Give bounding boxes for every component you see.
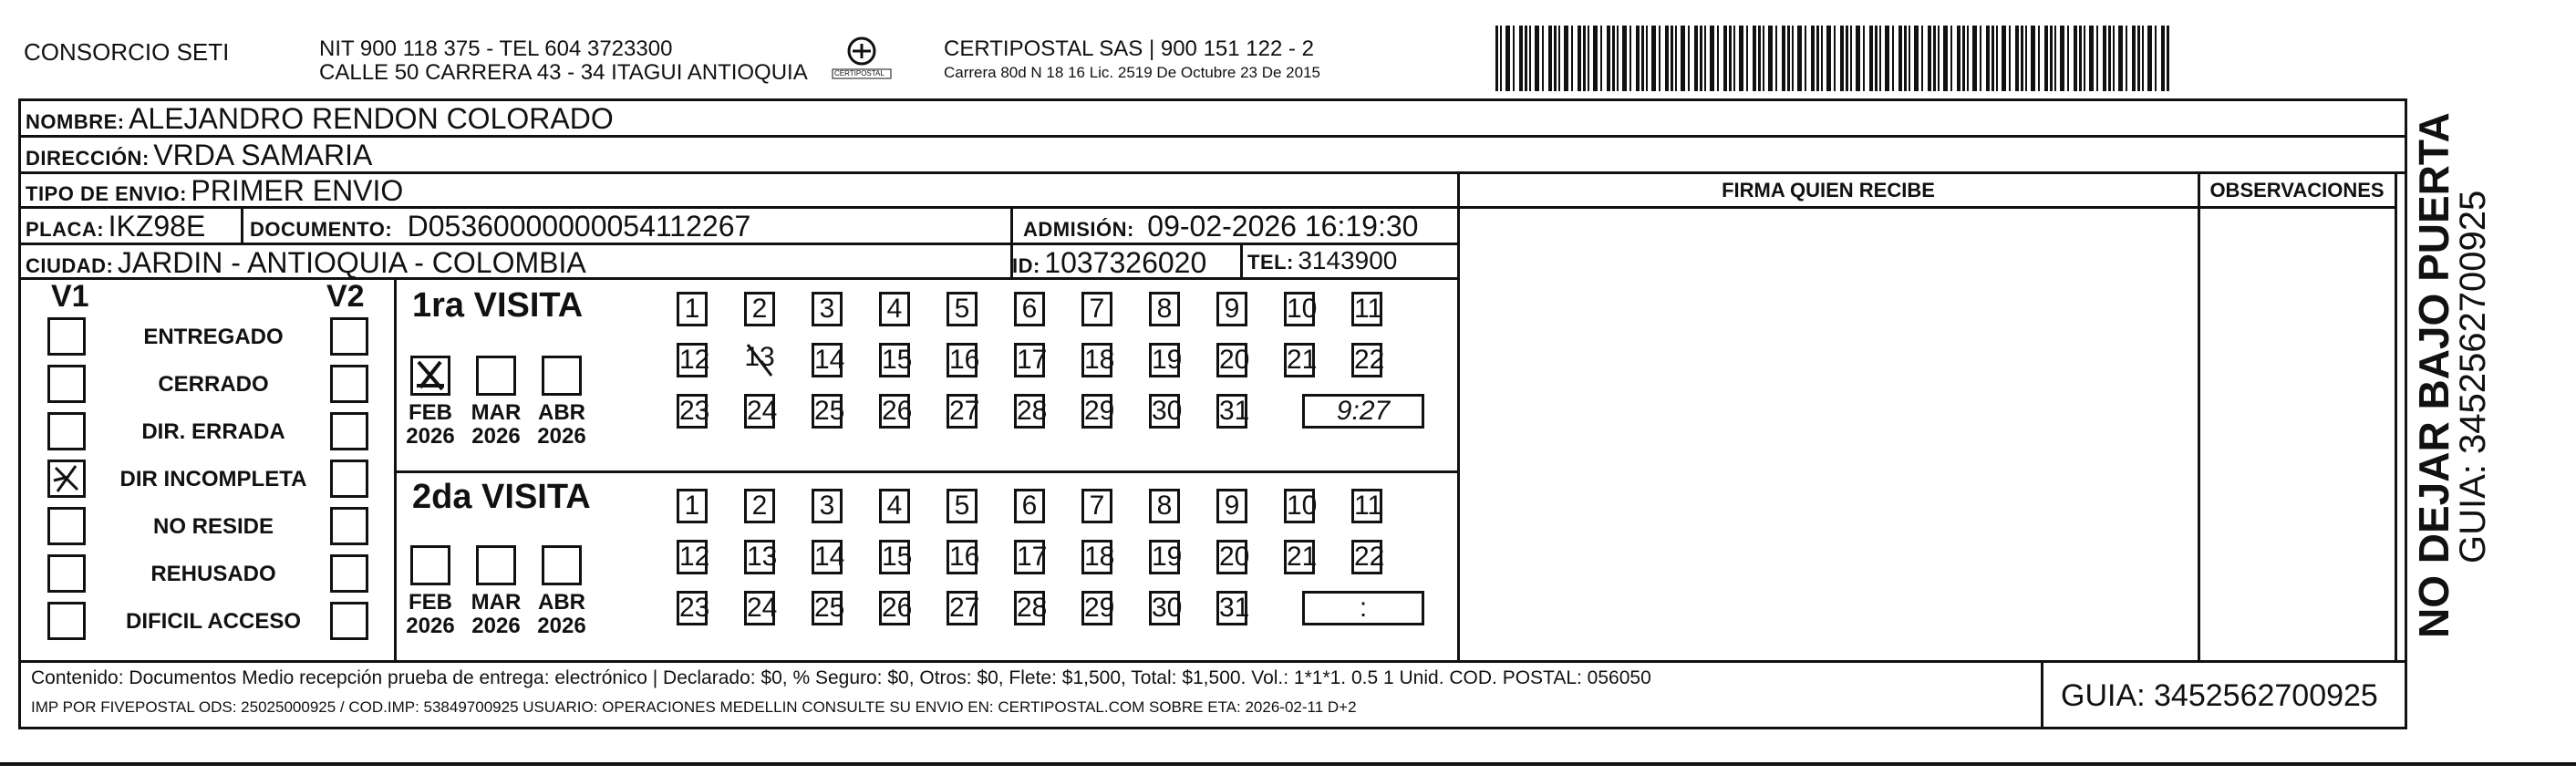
day-box[interactable] [812,343,843,377]
nombre-label: NOMBRE: [26,110,125,133]
id-row [1012,246,1206,280]
day-box[interactable] [744,394,778,429]
v1-checkbox[interactable] [47,317,86,356]
month-label [469,401,523,449]
day-number: 29 [1084,396,1115,426]
month-checkbox-abr[interactable] [542,545,582,585]
reason-label: REHUSADO [150,562,276,586]
day-box[interactable] [1149,292,1180,326]
v2-header: V2 [326,279,365,314]
month-checkbox-abr[interactable] [542,356,582,396]
day-number: 1 [684,294,700,324]
day-box[interactable] [812,540,843,574]
day-box[interactable] [1081,540,1115,574]
day-number: 30 [1152,396,1183,426]
nombre-value: ALEJANDRO RENDON COLORADO [129,102,614,135]
day-number: 8 [1156,294,1173,324]
day-box[interactable] [812,591,843,625]
footer-guia: GUIA: 3452562700925 [2061,678,2378,713]
v2-checkbox[interactable] [330,460,368,498]
day-box[interactable] [1014,394,1048,429]
day-box[interactable] [1351,292,1382,326]
contenido-line: Contenido: Documentos Medio recepción prueba de entrega: electrónico | Declarado: $0, % Seguro: $0, Otros: $0, Flete: $1,500, Total: $1,500. Vol.: 1*1*1. 0.5 1 Unid. COD. POSTAL: 056050 [31,667,1651,688]
month-year: 2026 [406,614,455,638]
day-box[interactable] [677,394,708,429]
day-number: 14 [814,542,845,572]
day-box[interactable] [1149,343,1183,377]
day-box[interactable] [812,394,843,429]
month-year: 2026 [471,614,521,638]
day-box[interactable] [1149,540,1183,574]
second-visit-title: 2da VISITA [412,478,591,516]
month-label [534,591,589,638]
day-number: 2 [751,294,768,324]
day-box[interactable] [1149,489,1180,523]
license-line: Carrera 80d N 18 16 Lic. 2519 De Octubre 23 De 2015 [944,64,1320,81]
day-number: 17 [1017,542,1048,572]
tel-row [1247,246,1397,275]
side-notice: NO DEJAR BAJO PUERTA [2410,112,2457,638]
day-number: 22 [1354,542,1385,572]
v1-checkbox[interactable] [47,460,86,498]
day-number: 6 [1021,294,1038,324]
day-box[interactable] [947,394,978,429]
v2-checkbox[interactable] [330,507,368,545]
month-year: 2026 [537,424,586,449]
month-year: 2026 [537,614,586,638]
ciudad-label: CIUDAD: [26,254,114,277]
tel-value: 3143900 [1298,246,1398,274]
reason-label: NO RESIDE [152,514,274,539]
month-name: ABR [538,590,585,615]
day-number: 18 [1084,542,1115,572]
month-label [469,591,523,638]
day-box[interactable] [744,591,778,625]
time-box[interactable] [1302,394,1424,429]
day-box[interactable] [879,540,913,574]
imp-line: IMP POR FIVEPOSTAL ODS: 25025000925 / COD.IMP: 53849700925 USUARIO: OPERACIONES MEDELLIN CONSULTE SU ENVIO EN: CERTIPOSTAL.COM SOBRE ETA: 2026-02-11 D+2 [31,698,1357,716]
day-number: 5 [954,294,970,324]
admision-row [1023,210,1418,243]
day-number: 25 [814,593,845,623]
time-value: 9:27 [1336,396,1391,426]
direccion-value: VRDA SAMARIA [153,139,373,171]
observaciones-header: OBSERVACIONES [2209,179,2385,202]
day-number: 26 [882,396,913,426]
day-box[interactable] [879,394,913,429]
day-box[interactable] [947,343,978,377]
day-box[interactable] [1284,292,1318,326]
day-number: 22 [1354,345,1385,375]
day-number: 23 [679,396,710,426]
day-number: 20 [1219,345,1250,375]
day-number: 20 [1219,542,1250,572]
day-number: 1 [684,491,700,521]
day-number: 28 [1017,593,1048,623]
v2-checkbox[interactable] [330,365,368,403]
day-box[interactable] [879,292,910,326]
month-label [534,401,589,449]
day-number: 13 [747,542,778,572]
day-box[interactable] [1216,591,1250,625]
day-number: 19 [1152,345,1183,375]
day-number: 12 [679,345,710,375]
v2-checkbox[interactable] [330,602,368,640]
day-number: 10 [1287,294,1318,324]
logo-caption: CERTIPOSTAL [834,69,885,78]
day-number: 24 [747,593,778,623]
day-box[interactable] [947,591,978,625]
month-label [403,591,458,638]
day-number: 18 [1084,345,1115,375]
firma-header: FIRMA QUIEN RECIBE [1722,179,1935,202]
reason-label: CERRADO [158,372,269,397]
documento-row [250,210,750,243]
v1-checkbox[interactable] [47,554,86,593]
day-box[interactable] [744,292,775,326]
day-box[interactable] [1351,343,1385,377]
day-box[interactable] [1351,540,1385,574]
day-box[interactable] [1284,489,1318,523]
v2-checkbox[interactable] [330,317,368,356]
v1-header: V1 [51,279,89,314]
day-box[interactable] [947,489,978,523]
day-box[interactable] [677,343,708,377]
reason-label: ENTREGADO [143,325,284,349]
day-box[interactable] [1351,489,1382,523]
day-number: 12 [679,542,710,572]
ciudad-value: JARDIN - ANTIOQUIA - COLOMBIA [117,246,586,279]
v2-checkbox[interactable] [330,412,368,450]
tipo-row [26,174,403,208]
day-number: 8 [1156,491,1173,521]
month-checkbox-mar[interactable] [476,356,516,396]
day-box[interactable] [1216,292,1247,326]
placa-label: PLACA: [26,218,105,241]
v1-checkbox[interactable] [47,412,86,450]
day-number: 14 [814,345,845,375]
day-number: 4 [886,491,903,521]
day-number: 13 [744,342,775,372]
day-box[interactable] [1081,489,1112,523]
month-checkbox-feb[interactable] [410,356,450,396]
day-box[interactable] [1216,489,1247,523]
day-box[interactable] [1081,343,1115,377]
admision-label: ADMISIÓN: [1023,218,1134,241]
reason-label: DIFICIL ACCESO [125,609,301,634]
day-number: 9 [1224,294,1240,324]
day-number: 30 [1152,593,1183,623]
barcode [1495,26,2170,91]
day-number: 15 [882,345,913,375]
id-value: 1037326020 [1044,246,1207,279]
month-name: MAR [471,400,522,425]
day-number: 15 [882,542,913,572]
day-number: 11 [1354,294,1383,324]
direccion-row [26,139,372,172]
tel-label: TEL: [1247,251,1294,274]
month-name: ABR [538,400,585,425]
reason-label: DIR INCOMPLETA [119,467,307,491]
day-box[interactable] [677,292,708,326]
day-box[interactable] [1014,343,1048,377]
documento-value: D05360000000054112267 [407,210,751,243]
month-name: FEB [409,400,452,425]
nombre-row [26,102,614,136]
day-box[interactable] [879,591,913,625]
time-box[interactable] [1302,591,1424,625]
month-label [403,401,458,449]
reason-label: DIR. ERRADA [141,419,285,444]
day-box[interactable] [1216,343,1250,377]
day-box[interactable] [677,489,708,523]
day-number: 16 [949,542,980,572]
first-visit-title: 1ra VISITA [412,286,584,325]
day-number: 10 [1287,491,1318,521]
certipostal-logo [825,33,898,88]
day-box[interactable] [1284,343,1318,377]
month-name: FEB [409,590,452,615]
day-box[interactable] [1149,394,1183,429]
day-box[interactable] [1149,591,1183,625]
ciudad-row [26,246,586,280]
day-number: 29 [1084,593,1115,623]
month-name: MAR [471,590,522,615]
day-box[interactable] [879,343,913,377]
day-number: 25 [814,396,845,426]
company-name: CONSORCIO SETI [24,38,230,66]
day-mark-icon [744,343,775,377]
direccion-label: DIRECCIÓN: [26,147,150,170]
day-number: 5 [954,491,970,521]
month-checkbox-mar[interactable] [476,545,516,585]
day-number: 6 [1021,491,1038,521]
day-number: 27 [949,593,980,623]
tipo-value: PRIMER ENVIO [191,174,404,207]
day-number: 4 [886,294,903,324]
day-box[interactable] [1284,540,1318,574]
day-number: 28 [1017,396,1048,426]
day-number: 7 [1089,294,1105,324]
v1-checkbox[interactable] [47,602,86,640]
day-number: 3 [819,491,835,521]
day-number: 21 [1287,542,1318,572]
day-box[interactable] [879,489,910,523]
day-number: 24 [747,396,778,426]
day-box[interactable] [677,591,708,625]
day-box[interactable] [1014,540,1048,574]
day-box[interactable] [1081,591,1115,625]
tipo-label: TIPO DE ENVIO: [26,182,187,205]
day-number: 31 [1219,593,1250,623]
day-box[interactable] [744,343,775,377]
time-value: : [1359,593,1368,623]
month-year: 2026 [471,424,521,449]
day-box[interactable] [1081,292,1112,326]
day-number: 16 [949,345,980,375]
day-number: 21 [1287,345,1318,375]
day-box[interactable] [1216,540,1250,574]
nit-line: NIT 900 118 375 - TEL 604 3723300 [319,36,673,61]
day-number: 11 [1354,491,1383,521]
day-box[interactable] [812,489,843,523]
v1-checkbox[interactable] [47,365,86,403]
admision-value: 09-02-2026 16:19:30 [1147,210,1419,243]
side-guia: GUIA: 3452562700925 [2453,190,2493,563]
day-box[interactable] [947,540,978,574]
day-number: 27 [949,396,980,426]
day-number: 19 [1152,542,1183,572]
documento-label: DOCUMENTO: [250,218,393,241]
day-box[interactable] [744,540,778,574]
placa-value: IKZ98E [108,210,206,243]
day-number: 23 [679,593,710,623]
day-box[interactable] [1216,394,1250,429]
month-year: 2026 [406,424,455,449]
day-number: 9 [1224,491,1240,521]
day-number: 26 [882,593,913,623]
day-box[interactable] [744,489,775,523]
day-number: 3 [819,294,835,324]
id-label: ID: [1012,254,1040,277]
placa-row [26,210,205,243]
day-box[interactable] [1014,489,1045,523]
day-box[interactable] [1081,394,1115,429]
carrier-line: CERTIPOSTAL SAS | 900 151 122 - 2 [944,36,1314,61]
month-checkbox-feb[interactable] [410,545,450,585]
day-box[interactable] [947,292,978,326]
day-box[interactable] [1014,591,1048,625]
day-number: 17 [1017,345,1048,375]
v2-checkbox[interactable] [330,554,368,593]
day-box[interactable] [677,540,708,574]
day-number: 7 [1089,491,1105,521]
day-number: 31 [1219,396,1250,426]
address-line: CALLE 50 CARRERA 43 - 34 ITAGUI ANTIOQUIA [319,60,808,85]
v1-checkbox[interactable] [47,507,86,545]
day-box[interactable] [1014,292,1045,326]
day-box[interactable] [812,292,843,326]
day-number: 2 [751,491,768,521]
